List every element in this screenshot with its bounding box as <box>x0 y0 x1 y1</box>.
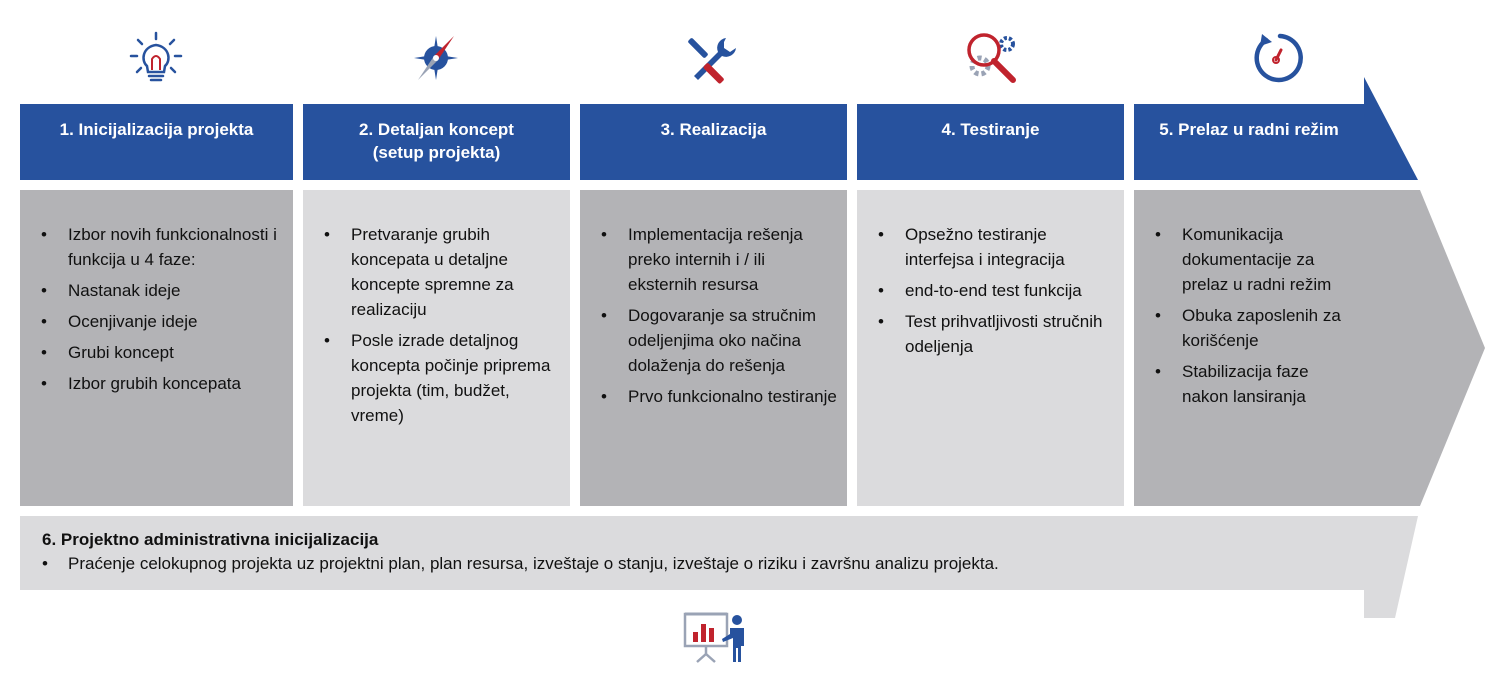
admin-item: • Praćenje celokupnog projekta uz projektni plan, plan resursa, izveštaje o stanju, izveštaje o riziku i završnu analizu projekta. <box>42 551 1360 577</box>
list-item: • Obuka zaposlenih za korišćenje <box>1182 303 1354 353</box>
body-arrow-head <box>1364 190 1485 506</box>
phase-3-body <box>580 190 847 506</box>
phase-3-header: 3. Realizacija <box>580 104 847 180</box>
list-item: • Grubi koncept <box>68 340 283 365</box>
list-item: • Dogovaranje sa stručnim odeljenjima oko načina dolaženja do rešenja <box>628 303 837 378</box>
admin-bar <box>20 516 1360 590</box>
phase-5-body <box>1134 190 1364 506</box>
compass-icon <box>408 30 464 86</box>
phase-1-body <box>20 190 293 506</box>
admin-arrow-head <box>1360 516 1418 618</box>
list-item: • Posle izrade detaljnog koncepta počinje priprema projekta (tim, budžet, vreme) <box>351 328 560 428</box>
phase-3-list <box>628 222 837 409</box>
list-item: • Pretvaranje grubih koncepata u detaljne koncepte spremne za realizaciju <box>351 222 560 322</box>
list-item: • Opsežno testiranje interfejsa i integracija <box>905 222 1114 272</box>
magnifier-gear-icon <box>962 30 1018 86</box>
list-item: • Ocenjivanje ideje <box>68 309 283 334</box>
phase-1-list <box>68 222 283 396</box>
tools-icon <box>686 30 742 86</box>
phase-5-list <box>1182 222 1354 409</box>
list-item: • Izbor grubih koncepata <box>68 371 283 396</box>
phase-4-list <box>905 222 1114 359</box>
phase-2-header: 2. Detaljan koncept (setup projekta) <box>303 104 570 180</box>
list-item: • end-to-end test funkcija <box>905 278 1114 303</box>
list-item: • Nastanak ideje <box>68 278 283 303</box>
header-arrow-head <box>1364 77 1418 180</box>
list-item: • Test prihvatljivosti stručnih odeljenja <box>905 309 1114 359</box>
list-item: • Stabilizacija faze nakon lansiranja <box>1182 359 1354 409</box>
phase-5-header: 5. Prelaz u radni režim <box>1134 104 1364 180</box>
phase-2-list <box>351 222 560 428</box>
phase-4-header: 4. Testiranje <box>857 104 1124 180</box>
list-item: • Komunikacija dokumentacije za prelaz u radni režim <box>1182 222 1354 297</box>
list-item: • Implementacija rešenja preko internih i / ili eksternih resursa <box>628 222 837 297</box>
list-item: • Prvo funkcionalno testiranje <box>628 384 837 409</box>
presentation-chart-icon <box>683 612 747 664</box>
phase-1-header: 1. Inicijalizacija projekta <box>20 104 293 180</box>
phase-4-body <box>857 190 1124 506</box>
list-item: • Izbor novih funkcionalnosti i funkcija u 4 faze: <box>68 222 283 272</box>
refresh-gauge-icon <box>1248 30 1304 86</box>
lightbulb-icon <box>128 30 184 86</box>
phase-2-body <box>303 190 570 506</box>
admin-title: 6. Projektno administrativna inicijalizacija <box>42 530 379 549</box>
